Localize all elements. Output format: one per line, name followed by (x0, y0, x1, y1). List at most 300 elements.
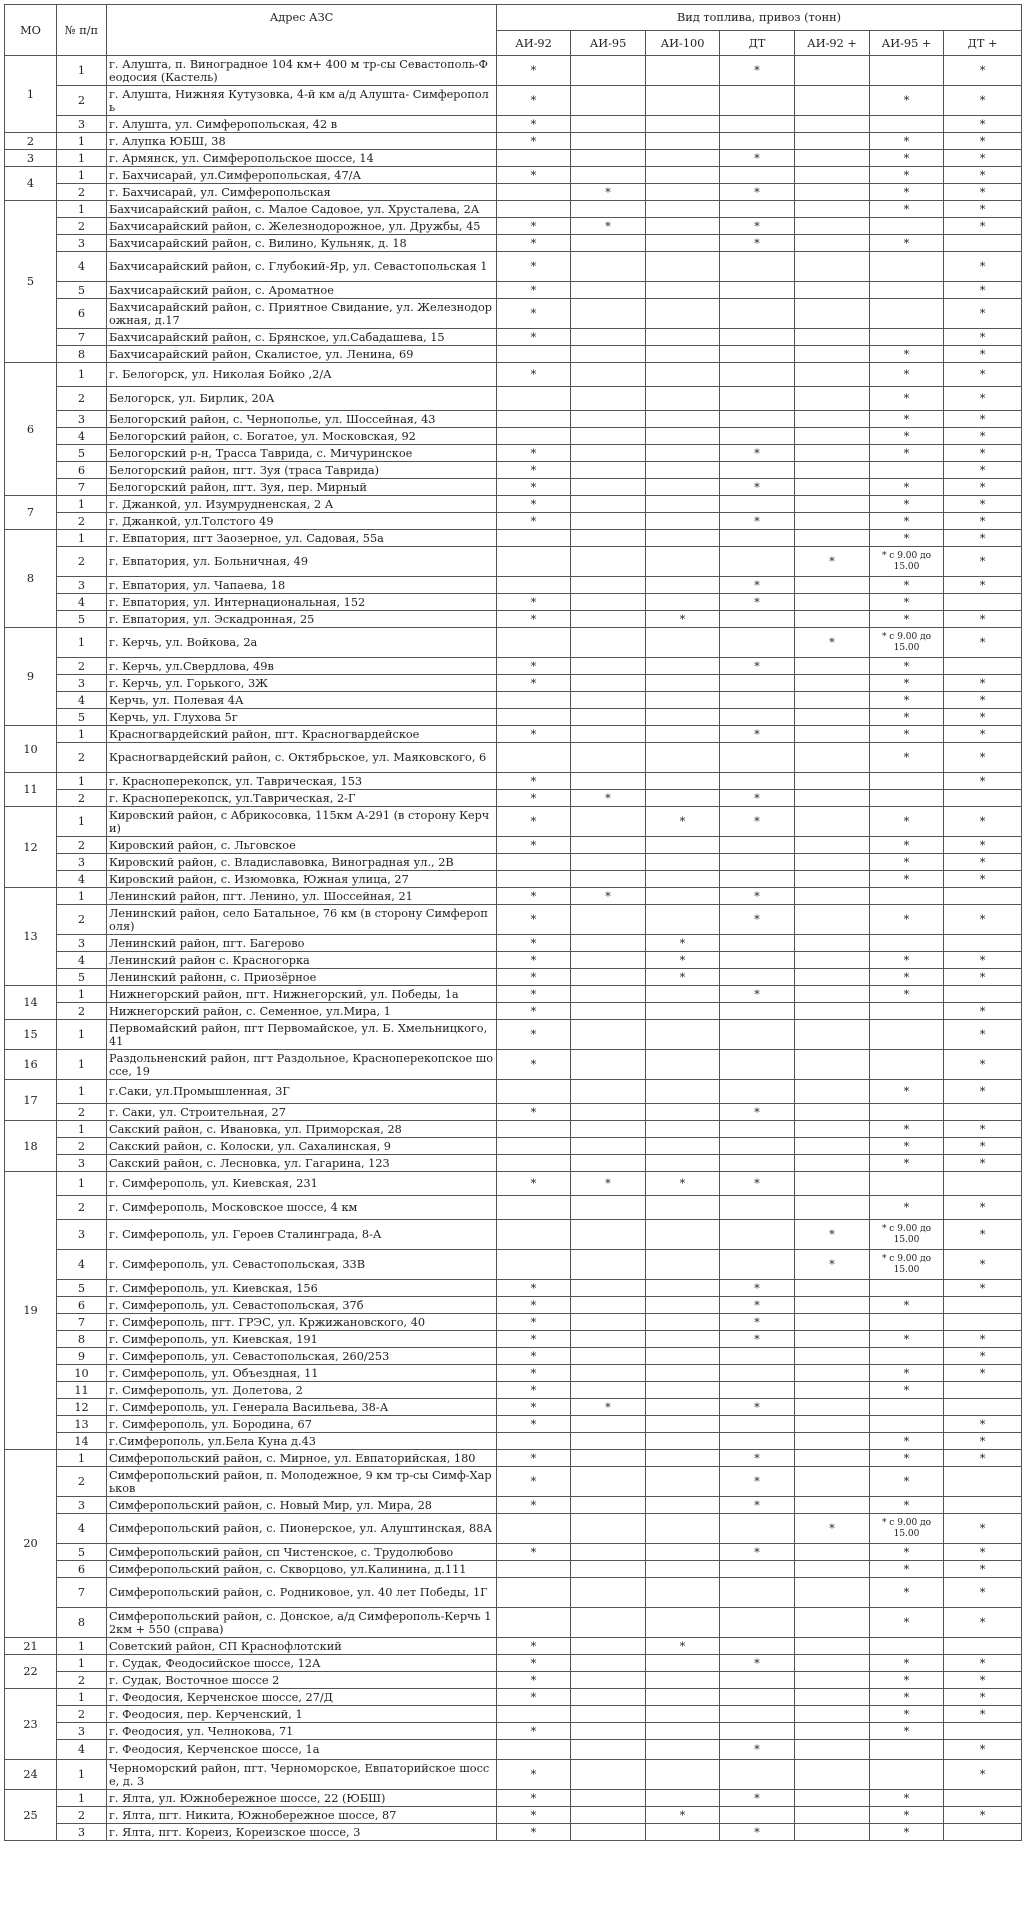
fuel-availability-cell (571, 1382, 646, 1399)
fuel-availability-cell (497, 387, 571, 411)
address-cell: г. Алупка ЮБШ, 38 (107, 133, 497, 150)
fuel-availability-cell (795, 133, 870, 150)
fuel-availability-cell (720, 1121, 795, 1138)
fuel-availability-cell (795, 1196, 870, 1220)
fuel-availability-cell (795, 1104, 870, 1121)
row-number-cell: 4 (57, 594, 107, 611)
fuel-availability-cell (646, 1050, 720, 1080)
address-cell: г. Феодосия, пер. Керченский, 1 (107, 1706, 497, 1723)
fuel-availability-cell (497, 577, 571, 594)
fuel-availability-cell: * (720, 726, 795, 743)
fuel-availability-cell (795, 86, 870, 116)
row-number-cell: 2 (57, 547, 107, 577)
fuel-availability-cell (720, 1382, 795, 1399)
fuel-availability-cell: * (795, 1514, 870, 1544)
fuel-availability-cell: * с 9.00 до 15.00 (870, 1250, 944, 1280)
fuel-availability-cell: * (870, 1706, 944, 1723)
fuel-availability-cell (795, 1740, 870, 1760)
fuel-availability-cell: * (646, 1638, 720, 1655)
table-row (5, 1155, 1022, 1172)
table-row (5, 462, 1022, 479)
fuel-availability-cell (795, 952, 870, 969)
row-number-cell: 2 (57, 86, 107, 116)
fuel-availability-cell (571, 1561, 646, 1578)
fuel-availability-cell (795, 743, 870, 773)
fuel-availability-cell: * (944, 1331, 1022, 1348)
fuel-availability-cell: * (571, 184, 646, 201)
fuel-availability-cell: * (497, 496, 571, 513)
fuel-availability-cell (795, 1020, 870, 1050)
fuel-availability-cell: * (497, 905, 571, 935)
fuel-availability-cell (497, 1514, 571, 1544)
fuel-availability-cell (646, 1706, 720, 1723)
fuel-availability-cell: * (646, 935, 720, 952)
fuel-availability-cell (795, 1544, 870, 1561)
address-cell: г. Феодосия, Керченское шоссе, 27/Д (107, 1689, 497, 1706)
fuel-availability-cell (944, 1824, 1022, 1841)
row-number-cell: 1 (57, 201, 107, 218)
fuel-availability-cell: * (944, 530, 1022, 547)
table-row (5, 201, 1022, 218)
fuel-availability-cell (720, 1723, 795, 1740)
fuel-availability-cell (944, 1399, 1022, 1416)
fuel-availability-cell (795, 709, 870, 726)
fuel-availability-cell: * (870, 577, 944, 594)
fuel-availability-cell: * (497, 282, 571, 299)
fuel-availability-cell (571, 133, 646, 150)
row-number-cell: 1 (57, 628, 107, 658)
fuel-availability-cell (571, 709, 646, 726)
fuel-availability-cell: * (944, 428, 1022, 445)
table-row (5, 594, 1022, 611)
row-number-cell: 1 (57, 726, 107, 743)
fuel-availability-cell (571, 1220, 646, 1250)
fuel-availability-cell (571, 1497, 646, 1514)
fuel-availability-cell (646, 428, 720, 445)
fuel-availability-cell: * (870, 1196, 944, 1220)
fuel-availability-cell: * (944, 905, 1022, 935)
fuel-availability-cell: * (720, 1450, 795, 1467)
fuel-availability-cell: * (870, 1433, 944, 1450)
fuel-availability-cell: * (870, 871, 944, 888)
fuel-availability-cell: * (944, 184, 1022, 201)
address-cell: Бахчисарайский район, с. Брянское, ул.Сабадашева, 15 (107, 329, 497, 346)
table-row (5, 218, 1022, 235)
fuel-availability-cell: * (870, 675, 944, 692)
fuel-availability-cell: * (571, 1172, 646, 1196)
fuel-availability-cell (646, 1348, 720, 1365)
fuel-availability-cell (571, 462, 646, 479)
fuel-availability-cell: * (497, 1172, 571, 1196)
row-number-cell: 3 (57, 235, 107, 252)
fuel-availability-cell: * (944, 1561, 1022, 1578)
mo-cell: 17 (5, 1080, 57, 1121)
fuel-availability-cell (646, 1196, 720, 1220)
fuel-availability-cell (795, 428, 870, 445)
fuel-availability-cell (944, 1638, 1022, 1655)
table-row (5, 445, 1022, 462)
row-number-cell: 6 (57, 1561, 107, 1578)
mo-cell: 5 (5, 201, 57, 363)
fuel-availability-cell (795, 594, 870, 611)
fuel-availability-cell: * (870, 201, 944, 218)
fuel-availability-cell (497, 1578, 571, 1608)
fuel-availability-cell: * (497, 1723, 571, 1740)
fuel-availability-cell (795, 1172, 870, 1196)
fuel-availability-cell (571, 1020, 646, 1050)
table-row (5, 1382, 1022, 1399)
address-cell: Белогорский район, с. Богатое, ул. Московская, 92 (107, 428, 497, 445)
fuel-availability-cell (795, 479, 870, 496)
table-row (5, 530, 1022, 547)
fuel-availability-cell: * (646, 952, 720, 969)
fuel-availability-cell: * (944, 252, 1022, 282)
fuel-availability-cell (646, 56, 720, 86)
fuel-availability-cell: * (497, 167, 571, 184)
fuel-availability-cell: * (870, 346, 944, 363)
address-cell: Симферопольский район, с. Родниковое, ул. 40 лет Победы, 1Г (107, 1578, 497, 1608)
address-cell: Белогорский р-н, Трасса Таврида, с. Мичуринское (107, 445, 497, 462)
fuel-availability-cell (870, 1003, 944, 1020)
fuel-availability-cell (497, 628, 571, 658)
fuel-availability-cell (646, 387, 720, 411)
fuel-availability-cell (646, 1824, 720, 1841)
fuel-availability-cell (720, 1138, 795, 1155)
fuel-availability-cell: * с 9.00 до 15.00 (870, 1514, 944, 1544)
row-number-cell: 7 (57, 1578, 107, 1608)
fuel-availability-cell (795, 577, 870, 594)
fuel-availability-cell (795, 726, 870, 743)
fuel-availability-cell (646, 1514, 720, 1544)
row-number-cell: 6 (57, 462, 107, 479)
row-number-cell: 4 (57, 1250, 107, 1280)
fuel-availability-cell (646, 479, 720, 496)
address-cell: г. Симферополь, пгт. ГРЭС, ул. Кржижановского, 40 (107, 1314, 497, 1331)
fuel-availability-cell (944, 1314, 1022, 1331)
fuel-availability-cell: * (720, 1655, 795, 1672)
fuel-availability-cell (571, 1121, 646, 1138)
address-cell: Белогорский район, пгт. Зуя (траса Таврида) (107, 462, 497, 479)
address-cell: Симферопольский район, с. Донское, а/д Симферополь-Керчь 12км + 550 (справа) (107, 1608, 497, 1638)
fuel-availability-cell (571, 658, 646, 675)
table-row (5, 709, 1022, 726)
mo-cell: 11 (5, 773, 57, 807)
fuel-availability-cell (497, 854, 571, 871)
address-cell: г. Симферополь, ул. Бородина, 67 (107, 1416, 497, 1433)
fuel-availability-cell (795, 167, 870, 184)
fuel-availability-cell: * (870, 150, 944, 167)
row-number-cell: 2 (57, 790, 107, 807)
table-row (5, 1365, 1022, 1382)
address-cell: Симферопольский район, с. Мирное, ул. Евпаторийская, 180 (107, 1450, 497, 1467)
fuel-availability-cell: * (870, 1672, 944, 1689)
fuel-availability-cell (720, 462, 795, 479)
table-row (5, 1790, 1022, 1807)
table-row (5, 1740, 1022, 1760)
row-number-cell: 4 (57, 1740, 107, 1760)
row-number-cell: 5 (57, 709, 107, 726)
fuel-availability-cell: * (497, 116, 571, 133)
fuel-availability-cell: * (944, 726, 1022, 743)
address-cell: г. Алушта, п. Виноградное 104 км+ 400 м тр-сы Севастополь-Феодосия (Кастель) (107, 56, 497, 86)
fuel-availability-cell (795, 1638, 870, 1655)
fuel-availability-cell (870, 1416, 944, 1433)
fuel-availability-cell (720, 282, 795, 299)
fuel-availability-cell (497, 743, 571, 773)
fuel-availability-cell: * (944, 387, 1022, 411)
address-cell: Ленинский район, село Батальное, 76 км (в сторону Симферополя) (107, 905, 497, 935)
address-cell: Раздольненский район, пгт Раздольное, Красноперекопское шоссе, 19 (107, 1050, 497, 1080)
fuel-availability-cell (497, 1608, 571, 1638)
fuel-availability-cell: * (944, 1121, 1022, 1138)
fuel-availability-cell: * (870, 1544, 944, 1561)
fuel-availability-cell (646, 547, 720, 577)
fuel-availability-cell (646, 1608, 720, 1638)
fuel-availability-cell: * (720, 790, 795, 807)
table-row (5, 299, 1022, 329)
fuel-availability-cell (646, 577, 720, 594)
fuel-availability-cell (646, 1220, 720, 1250)
fuel-availability-cell: * (870, 1578, 944, 1608)
fuel-availability-cell (720, 1365, 795, 1382)
fuel-availability-cell (795, 1280, 870, 1297)
fuel-availability-cell (571, 56, 646, 86)
address-cell: г. Ялта, пгт. Кореиз, Кореизское шоссе, 3 (107, 1824, 497, 1841)
fuel-availability-cell (571, 871, 646, 888)
fuel-availability-cell: * (944, 1578, 1022, 1608)
fuel-availability-cell: * (944, 1433, 1022, 1450)
fuel-availability-cell: * (720, 905, 795, 935)
fuel-availability-cell (720, 1578, 795, 1608)
fuel-availability-cell (571, 1250, 646, 1280)
fuel-availability-cell: * (944, 1003, 1022, 1020)
row-number-cell: 2 (57, 1003, 107, 1020)
fuel-availability-cell: * (497, 86, 571, 116)
fuel-availability-cell: * (944, 1544, 1022, 1561)
address-cell: г.Симферополь, ул.Бела Куна д.43 (107, 1433, 497, 1450)
fuel-availability-cell (646, 1450, 720, 1467)
address-cell: г. Симферополь, ул. Киевская, 191 (107, 1331, 497, 1348)
fuel-availability-cell: * (497, 986, 571, 1003)
fuel-availability-cell: * (720, 594, 795, 611)
fuel-availability-cell (646, 854, 720, 871)
fuel-availability-cell: * (944, 496, 1022, 513)
fuel-availability-cell (944, 1104, 1022, 1121)
fuel-availability-cell (870, 462, 944, 479)
fuel-availability-cell: * (497, 675, 571, 692)
fuel-availability-cell (646, 150, 720, 167)
fuel-availability-cell (497, 1250, 571, 1280)
fuel-availability-cell (795, 1138, 870, 1155)
row-number-cell: 7 (57, 329, 107, 346)
fuel-availability-cell (795, 1080, 870, 1104)
fuel-availability-cell: * (795, 547, 870, 577)
fuel-availability-cell: * (944, 773, 1022, 790)
fuel-availability-cell (795, 411, 870, 428)
fuel-availability-cell: * (870, 496, 944, 513)
fuel-availability-cell (795, 1807, 870, 1824)
fuel-availability-cell (571, 252, 646, 282)
fuel-availability-cell (571, 513, 646, 530)
fuel-availability-cell: * (944, 1740, 1022, 1760)
fuel-availability-cell (795, 1003, 870, 1020)
fuel-availability-cell: * (497, 1655, 571, 1672)
fuel-availability-cell (571, 1740, 646, 1760)
fuel-availability-cell (720, 1514, 795, 1544)
fuel-availability-cell (720, 363, 795, 387)
mo-cell: 15 (5, 1020, 57, 1050)
address-cell: Белогорский район, пгт. Зуя, пер. Мирный (107, 479, 497, 496)
table-row (5, 577, 1022, 594)
fuel-availability-cell: * (870, 1467, 944, 1497)
table-row (5, 692, 1022, 709)
fuel-availability-cell: * (497, 1807, 571, 1824)
address-cell: г. Ялта, ул. Южнобережное шоссе, 22 (ЮБШ) (107, 1790, 497, 1807)
fuel-availability-cell (571, 1280, 646, 1297)
table-header (5, 5, 1022, 56)
row-number-cell: 1 (57, 167, 107, 184)
fuel-availability-cell: * (497, 252, 571, 282)
fuel-availability-cell (571, 445, 646, 462)
row-number-cell: 2 (57, 743, 107, 773)
row-number-cell: 1 (57, 1760, 107, 1790)
fuel-availability-cell: * (944, 86, 1022, 116)
table-row (5, 935, 1022, 952)
address-cell: Симферопольский район, п. Молодежное, 9 км тр-сы Симф-Харьков (107, 1467, 497, 1497)
address-cell: Бахчисарайский район, Скалистое, ул. Ленина, 69 (107, 346, 497, 363)
row-number-cell: 6 (57, 299, 107, 329)
fuel-availability-cell: * (870, 411, 944, 428)
address-cell: Симферопольский район, с. Скворцово, ул.Калинина, д.111 (107, 1561, 497, 1578)
fuel-availability-cell: * (497, 329, 571, 346)
row-number-cell: 3 (57, 577, 107, 594)
fuel-availability-cell: * (720, 1399, 795, 1416)
fuel-availability-cell: * (720, 986, 795, 1003)
address-cell: г. Евпатория, ул. Интернациональная, 152 (107, 594, 497, 611)
address-cell: г. Симферополь, ул. Севастопольская, 33В (107, 1250, 497, 1280)
fuel-availability-cell (795, 1578, 870, 1608)
fuel-availability-cell: * (944, 167, 1022, 184)
mo-cell: 24 (5, 1760, 57, 1790)
table-row (5, 628, 1022, 658)
fuel-availability-cell (720, 743, 795, 773)
fuel-availability-cell: * (497, 1382, 571, 1399)
fuel-availability-cell: * (944, 1080, 1022, 1104)
fuel-availability-cell (944, 888, 1022, 905)
fuel-availability-cell (646, 1740, 720, 1760)
fuel-availability-cell: * (720, 150, 795, 167)
address-cell: Сакский район, с. Колоски, ул. Сахалинская, 9 (107, 1138, 497, 1155)
fuel-availability-cell (720, 1003, 795, 1020)
fuel-availability-cell (944, 986, 1022, 1003)
fuel-availability-cell: * (870, 513, 944, 530)
fuel-availability-cell (646, 726, 720, 743)
fuel-availability-cell: * (870, 692, 944, 709)
table-row (5, 658, 1022, 675)
fuel-availability-cell: * (944, 871, 1022, 888)
table-row (5, 675, 1022, 692)
row-number-cell: 2 (57, 513, 107, 530)
fuel-availability-cell (795, 837, 870, 854)
fuel-availability-cell (646, 1080, 720, 1104)
fuel-availability-cell: * (870, 905, 944, 935)
fuel-availability-cell: * (646, 1807, 720, 1824)
fuel-availability-cell: * (497, 1760, 571, 1790)
fuel-availability-cell (720, 496, 795, 513)
fuel-availability-cell (720, 1050, 795, 1080)
fuel-availability-cell (571, 1050, 646, 1080)
fuel-availability-cell: * (497, 1280, 571, 1297)
fuel-availability-cell (646, 167, 720, 184)
fuel-availability-cell: * (720, 445, 795, 462)
fuel-availability-cell (795, 218, 870, 235)
address-cell: г. Симферополь, ул. Севастопольская, 37б (107, 1297, 497, 1314)
fuel-availability-cell (646, 201, 720, 218)
fuel-availability-cell (720, 346, 795, 363)
mo-cell: 8 (5, 530, 57, 628)
address-cell: г. Алушта, Нижняя Кутузовка, 4-й км а/д Алушта- Симферополь (107, 86, 497, 116)
fuel-availability-cell (646, 282, 720, 299)
fuel-availability-cell (571, 1544, 646, 1561)
fuel-availability-cell (497, 346, 571, 363)
fuel-availability-cell (571, 1416, 646, 1433)
fuel-availability-cell (646, 1672, 720, 1689)
table-row (5, 1314, 1022, 1331)
fuel-availability-cell: * (497, 935, 571, 952)
table-row (5, 329, 1022, 346)
fuel-availability-cell (646, 1382, 720, 1399)
address-cell: г. Симферополь, ул. Севастопольская, 260/253 (107, 1348, 497, 1365)
fuel-availability-cell (571, 1790, 646, 1807)
fuel-availability-cell (795, 1416, 870, 1433)
fuel-availability-cell: * (497, 1399, 571, 1416)
table-row (5, 1220, 1022, 1250)
address-cell: Кировский район, с. Льговское (107, 837, 497, 854)
fuel-availability-cell: * (870, 133, 944, 150)
fuel-availability-cell: * (720, 235, 795, 252)
row-number-cell: 3 (57, 1155, 107, 1172)
fuel-availability-cell (646, 594, 720, 611)
fuel-availability-cell (795, 1331, 870, 1348)
row-number-cell: 2 (57, 1138, 107, 1155)
fuel-availability-cell (870, 1172, 944, 1196)
fuel-availability-cell (795, 363, 870, 387)
address-cell: г. Керчь, ул. Горького, 3Ж (107, 675, 497, 692)
fuel-availability-cell (571, 1003, 646, 1020)
row-number-cell: 5 (57, 282, 107, 299)
table-row (5, 547, 1022, 577)
fuel-availability-cell (870, 1050, 944, 1080)
address-cell: Ленинский районн, с. Приозёрное (107, 969, 497, 986)
fuel-availability-cell: * (944, 218, 1022, 235)
fuel-availability-cell (646, 1314, 720, 1331)
fuel-availability-cell (497, 530, 571, 547)
address-cell: Кировский район, с Абрикосовка, 115км А-291 (в сторону Керчи) (107, 807, 497, 837)
table-row (5, 1689, 1022, 1706)
fuel-availability-cell (795, 1467, 870, 1497)
fuel-availability-cell (795, 888, 870, 905)
mo-cell: 16 (5, 1050, 57, 1080)
address-cell: Ленинский район, пгт. Ленино, ул. Шоссейная, 21 (107, 888, 497, 905)
fuel-availability-cell: * (944, 1807, 1022, 1824)
fuel-availability-cell: * (646, 611, 720, 628)
fuel-availability-cell: * (944, 1450, 1022, 1467)
fuel-availability-cell: * (870, 594, 944, 611)
fuel-availability-cell (646, 1544, 720, 1561)
fuel-availability-cell (646, 462, 720, 479)
fuel-availability-cell (571, 1655, 646, 1672)
fuel-availability-cell (646, 299, 720, 329)
